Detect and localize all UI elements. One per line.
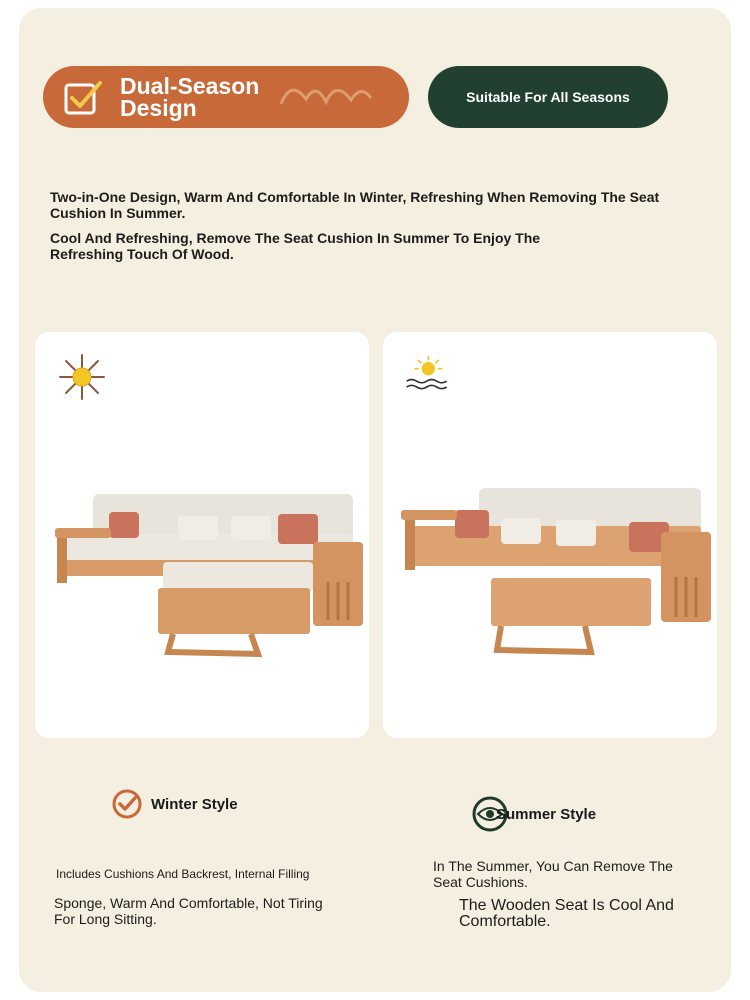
sun-waves-icon	[405, 352, 455, 402]
badge-title: Dual-Season Design	[120, 73, 260, 121]
summer-description-2: The Wooden Seat Is Cool And Comfortable.	[459, 897, 674, 930]
sofa-with-cushions-image	[43, 482, 363, 662]
winter-sofa-photo	[35, 332, 369, 738]
intro-paragraph-1: Two-in-One Design, Warm And Comfortable In Winter, Refreshing When Removing The Seat Cushion In Summer.	[50, 189, 660, 221]
intro-paragraph-2: Cool And Refreshing, Remove The Seat Cushion In Summer To Enjoy The Refreshing Touch Of Wood.	[50, 230, 541, 262]
all-seasons-label: Suitable For All Seasons	[466, 89, 630, 105]
all-seasons-badge	[428, 66, 668, 128]
sofa-without-cushions-image	[391, 482, 711, 662]
winter-style-label: Winter Style	[151, 795, 238, 813]
summer-description-1: In The Summer, You Can Remove The Seat Cushions.	[433, 858, 673, 890]
summer-sofa-photo	[383, 332, 717, 738]
winter-description-1: Includes Cushions And Backrest, Internal Filling	[56, 867, 310, 881]
dual-season-badge	[43, 66, 409, 128]
summer-style-label: Summer Style	[496, 805, 597, 823]
check-circle-icon	[111, 788, 143, 820]
decorative-graphic	[271, 74, 381, 114]
winter-description-2: Sponge, Warm And Comfortable, Not Tiring For Long Sitting.	[54, 895, 323, 927]
checkbox-icon	[63, 79, 103, 117]
winter-style-heading	[111, 788, 238, 820]
snowflake-sun-icon	[57, 352, 107, 402]
summer-style-heading	[470, 796, 596, 832]
